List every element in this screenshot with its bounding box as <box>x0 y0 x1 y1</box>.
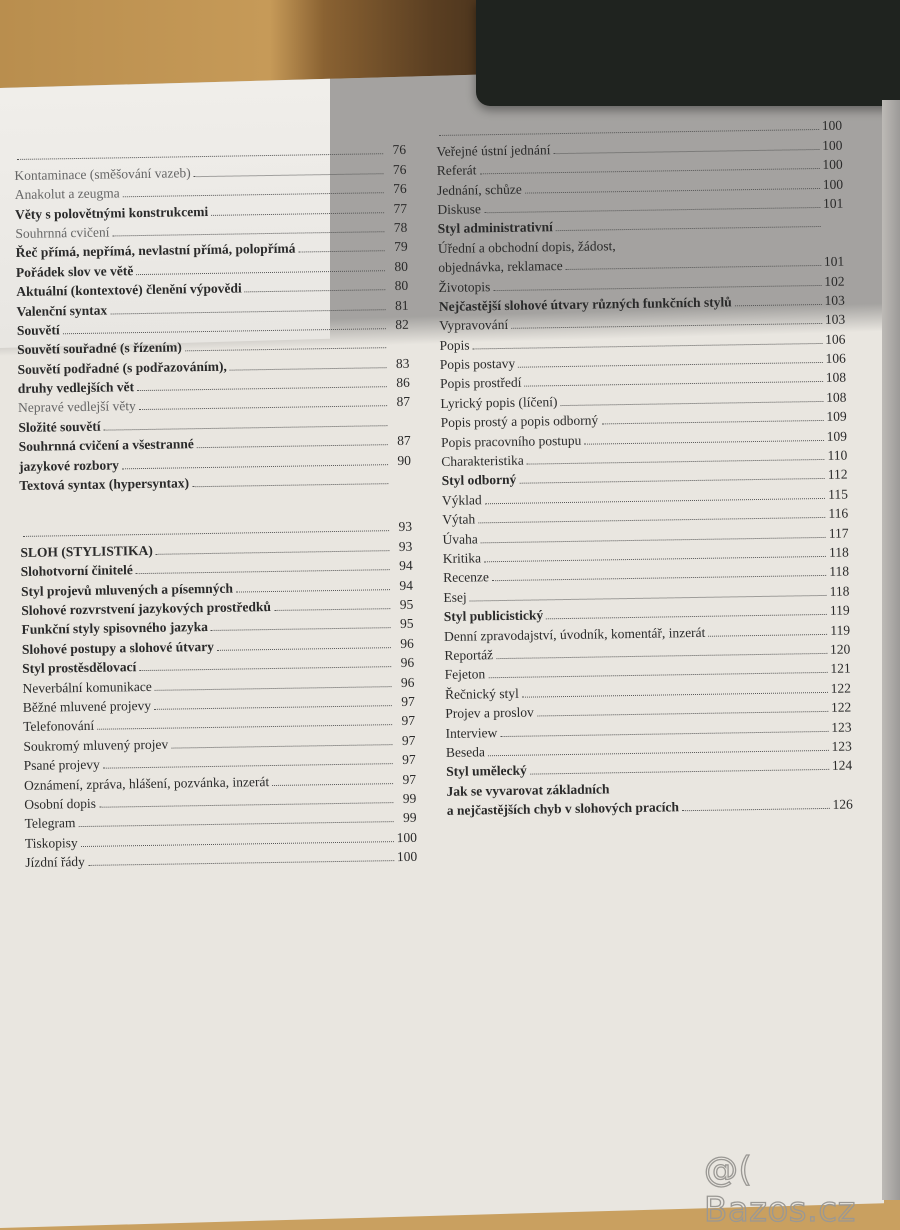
dot-leader <box>236 588 390 592</box>
toc-entry-title: Souhrnná cvičení a všestranné <box>19 434 194 456</box>
toc-entry-title: Recenze <box>443 568 489 588</box>
toc-entry-page: 80 <box>388 257 408 276</box>
toc-entry-page: 93 <box>392 537 412 556</box>
toc-entry-page: 101 <box>824 252 845 271</box>
dot-leader <box>245 288 386 292</box>
toc-entry-title: Slohové postupy a slohové útvary <box>22 637 214 659</box>
toc-entry-title: Styl projevů mluvených a písemných <box>21 578 233 600</box>
toc-entry-title: Telefonování <box>23 716 94 736</box>
toc-entry-page: 100 <box>822 155 843 174</box>
dot-leader <box>103 762 393 769</box>
toc-entry-page: 101 <box>823 194 844 213</box>
dot-leader <box>566 264 821 270</box>
dot-leader <box>185 346 386 351</box>
dot-leader <box>500 729 828 736</box>
toc-entry-page: 82 <box>389 315 409 334</box>
toc-entry-page: 100 <box>822 116 843 135</box>
toc-entry-title: Výtah <box>442 510 475 530</box>
toc-entry-title: Popis prostředí <box>440 373 522 393</box>
toc-entry-page: 112 <box>827 465 847 484</box>
toc-entry-title: Tiskopisy <box>25 833 78 853</box>
toc-entry-page: 123 <box>831 736 852 755</box>
dot-leader <box>496 652 827 659</box>
toc-entry-page: 97 <box>395 711 415 730</box>
toc-entry-title: a nejčastějších chyb v slohových pracích <box>447 797 679 820</box>
toc-entry-page: 108 <box>826 387 847 406</box>
toc-entry-title: Slohové rozvrstvení jazykových prostředků <box>21 597 271 620</box>
dot-leader <box>485 497 825 504</box>
toc-entry-title: Neverbální komunikace <box>22 676 152 697</box>
dot-leader <box>63 327 386 334</box>
dot-leader <box>735 303 822 306</box>
dot-leader <box>298 250 384 253</box>
dot-leader <box>123 191 384 197</box>
dot-leader <box>230 366 387 370</box>
dot-leader <box>122 463 388 469</box>
dot-leader <box>197 443 388 448</box>
toc-entry-page: 120 <box>830 639 851 658</box>
dot-leader <box>154 704 392 710</box>
dot-leader <box>97 723 392 730</box>
toc-entry-page: 115 <box>828 484 848 503</box>
toc-entry-title: Soukromý mluvený projev <box>23 734 168 755</box>
toc-entry-page: 102 <box>824 271 845 290</box>
toc-entry-page: 108 <box>826 368 847 387</box>
dot-leader <box>136 568 390 574</box>
toc-entry-title: Veřejné ústní jednání <box>436 140 550 161</box>
toc-entry-page: 100 <box>823 174 844 193</box>
toc-entry-title: Vypravování <box>439 315 508 335</box>
toc-entry-title: Jak se vyvarovat základních <box>446 779 609 801</box>
toc-entry-title: Styl administrativní <box>438 218 553 239</box>
dot-leader <box>17 153 383 161</box>
dot-leader <box>155 685 392 691</box>
toc-entry-page: 90 <box>391 450 411 469</box>
dot-leader <box>81 840 394 847</box>
dark-cover-object <box>476 0 900 106</box>
toc-entry-page: 93 <box>392 517 412 536</box>
toc-entry-page: 119 <box>830 601 850 620</box>
toc-entry-title: Denní zpravodajství, úvodník, komentář, inzerát <box>444 622 706 645</box>
toc-entry-title: Styl publicistický <box>444 606 544 627</box>
dot-leader <box>194 172 384 177</box>
toc-entry-title: Kontaminace (směšování vazeb) <box>14 163 190 185</box>
toc-entry-page: 78 <box>387 218 407 237</box>
toc-entry-title: Pořádek slov ve větě <box>16 261 134 282</box>
dot-leader <box>537 710 828 717</box>
toc-entry-page: 77 <box>387 198 407 217</box>
toc-entry-title: Popis prostý a popis odborný <box>441 411 599 432</box>
toc-entry-title: Aktuální (kontextové) členění výpovědi <box>16 279 242 302</box>
dot-leader <box>682 807 830 811</box>
toc-entry-title: Souvětí <box>17 320 60 340</box>
toc-entry-title: Charakteristika <box>441 451 524 471</box>
dot-leader <box>519 477 824 484</box>
toc-entry-title: Esej <box>443 587 467 606</box>
dot-leader <box>439 128 819 136</box>
toc-entry-page: 100 <box>397 847 418 866</box>
dot-leader <box>525 380 823 387</box>
dot-leader <box>484 206 820 213</box>
toc-entry-title: Úvaha <box>442 529 478 549</box>
toc-entry-page: 97 <box>396 750 416 769</box>
toc-entry-page: 119 <box>830 620 850 639</box>
dot-leader <box>470 594 827 602</box>
dot-leader <box>619 246 821 250</box>
dot-leader <box>473 342 823 349</box>
toc-entry-title: Životopis <box>438 277 490 297</box>
dot-leader <box>530 768 829 775</box>
dot-leader <box>484 555 826 562</box>
toc-entry-title: Popis postavy <box>440 354 516 374</box>
toc-entry-page: 87 <box>391 431 411 450</box>
toc-entry-page: 118 <box>829 543 849 562</box>
toc-entry-page: 97 <box>395 730 415 749</box>
toc-entry-page: 100 <box>397 827 418 846</box>
toc-entry-page: 79 <box>387 237 407 256</box>
toc-entry-page: 99 <box>396 808 416 827</box>
toc-entry-title: Řečnický styl <box>445 683 519 703</box>
toc-entry-title: Slohotvorní činitelé <box>21 560 133 581</box>
dot-leader <box>156 549 390 555</box>
dot-leader <box>492 574 826 581</box>
dot-leader <box>171 743 392 748</box>
dot-leader <box>480 167 820 174</box>
toc-entry-title: Popis pracovního postupu <box>441 430 582 451</box>
dot-leader <box>478 516 825 523</box>
dot-leader <box>136 269 385 275</box>
dot-leader <box>522 691 828 698</box>
toc-entry-title: Souhrnná cvičení <box>15 222 109 242</box>
toc-entry-title: Interview <box>445 723 497 743</box>
page-edge-shadow <box>882 100 900 1200</box>
dot-leader <box>274 607 390 611</box>
toc-entry-page: 121 <box>830 659 851 678</box>
toc-entry-title: Psané projevy <box>24 755 100 775</box>
dot-leader <box>104 424 388 430</box>
toc-entry-title: Anakolut a zeugma <box>15 184 120 205</box>
toc-entry-page: 109 <box>827 426 848 445</box>
dot-leader <box>553 148 819 154</box>
toc-entry-page: 94 <box>393 575 413 594</box>
toc-entry-page: 106 <box>825 349 846 368</box>
dot-leader <box>601 419 823 424</box>
dot-leader <box>481 536 826 543</box>
toc-entry-page: 83 <box>389 354 409 373</box>
dot-leader <box>110 308 385 314</box>
dot-leader <box>493 283 821 290</box>
bazos-watermark: @( Bazos.cz <box>704 1150 900 1230</box>
toc-entry-page: 76 <box>386 160 406 179</box>
toc-entry-page: 123 <box>831 717 852 736</box>
toc-entry-title: Osobní dopis <box>24 794 96 814</box>
toc-left-column <box>14 140 417 872</box>
toc-entry-title: Řeč přímá, nepřímá, nevlastní přímá, polopřímá <box>16 239 296 262</box>
toc-entry-page: 118 <box>829 562 849 581</box>
dot-leader <box>525 187 820 194</box>
toc-entry-page: 81 <box>388 295 408 314</box>
toc-entry-page: 96 <box>394 672 414 691</box>
toc-entry-page: 122 <box>831 678 852 697</box>
dot-leader <box>518 361 822 368</box>
dot-leader <box>272 782 393 786</box>
toc-entry-page: 103 <box>825 310 846 329</box>
toc-entry-title: Běžné mluvené projevy <box>23 696 152 717</box>
toc-entry-title: Výklad <box>442 490 482 510</box>
toc-entry-page: 103 <box>824 291 845 310</box>
dot-leader <box>113 230 385 236</box>
toc-entry-title: Lyrický popis (líčení) <box>440 392 557 413</box>
dot-leader <box>511 322 822 329</box>
toc-entry-title: Beseda <box>446 742 485 762</box>
toc-entry-page: 122 <box>831 698 852 717</box>
dot-leader <box>137 385 387 391</box>
dot-leader <box>584 439 824 445</box>
dot-leader <box>708 632 827 636</box>
dot-leader <box>560 400 823 406</box>
toc-entry-title: Valenční syntax <box>16 300 107 320</box>
toc-entry-title: Nepravé vedlejší věty <box>18 397 136 418</box>
toc-entry-title: Diskuse <box>437 199 481 219</box>
toc-entry-title: Úřední a obchodní dopis, žádost, <box>438 236 616 258</box>
toc-entry-title: Jednání, schůze <box>437 179 522 199</box>
toc-entry-title: Fejeton <box>445 665 486 685</box>
dot-leader <box>139 665 391 671</box>
toc-entry-title: Referát <box>437 161 477 181</box>
dot-leader <box>527 458 825 465</box>
toc-entry-title: Oznámení, zpráva, hlášení, pozvánka, inzerát <box>24 772 269 795</box>
toc-entry-page: 95 <box>393 595 413 614</box>
toc-entry-title: objednávka, reklamace <box>438 256 563 277</box>
toc-entry-title: Styl odborný <box>441 470 516 490</box>
dot-leader <box>546 613 827 619</box>
toc-entry-page: 126 <box>832 795 853 814</box>
toc-entry-title: SLOH (STYLISTIKA) <box>20 541 153 562</box>
dot-leader <box>612 789 829 793</box>
toc-entry-title: Souvětí podřadné (s podřazováním), <box>17 356 227 378</box>
dot-leader <box>78 820 393 827</box>
toc-entry-page: 110 <box>827 446 847 465</box>
toc-entry-page: 100 <box>822 135 843 154</box>
dot-leader <box>556 225 821 231</box>
toc-entry-title: Popis <box>439 335 469 354</box>
dot-leader <box>23 530 389 538</box>
toc-entry-page: 96 <box>394 653 414 672</box>
toc-entry-page: 76 <box>387 179 407 198</box>
toc-entry-title: Styl prostěsdělovací <box>22 657 136 678</box>
toc-entry-page: 99 <box>396 789 416 808</box>
toc-entry-title: Souvětí souřadné (s řízením) <box>17 338 182 360</box>
toc-right-column <box>436 116 853 820</box>
toc-entry-page: 87 <box>390 392 410 411</box>
toc-entry-page: 116 <box>828 504 848 523</box>
toc-entry-title: Projev a proslov <box>445 703 534 723</box>
dot-leader <box>217 646 391 651</box>
toc-entry-title: Věty s polovětnými konstrukcemi <box>15 202 208 224</box>
dot-leader <box>488 749 829 756</box>
toc-entry-page: 94 <box>392 556 412 575</box>
dot-leader <box>211 627 391 632</box>
toc-entry-page: 118 <box>829 581 849 600</box>
dot-leader <box>488 671 827 678</box>
toc-entry-title: Funkční styly spisovného jazyka <box>21 617 208 639</box>
toc-entry-title: Textová syntax (hypersyntax) <box>19 473 189 495</box>
toc-entry-page: 97 <box>395 692 415 711</box>
dot-leader <box>192 482 388 487</box>
toc-entry-page: 96 <box>394 634 414 653</box>
toc-entry-page: 124 <box>832 756 853 775</box>
toc-entry-title: Telegram <box>24 813 75 833</box>
dot-leader <box>211 211 384 216</box>
toc-entry-title: Jízdní řády <box>25 852 85 872</box>
toc-entry-page: 117 <box>828 523 848 542</box>
dot-leader <box>88 859 394 866</box>
toc-entry-title: jazykové rozbory <box>19 455 119 476</box>
toc-entry-page: 97 <box>396 769 416 788</box>
toc-entry-page: 86 <box>390 373 410 392</box>
toc-entry-page: 80 <box>388 276 408 295</box>
toc-entry-page: 95 <box>393 614 413 633</box>
toc-entry-title: Nejčastější slohové útvary různých funkčních stylů <box>439 292 732 316</box>
toc-entry-title: Složité souvětí <box>18 417 100 437</box>
dot-leader <box>99 801 393 808</box>
dot-leader <box>23 511 389 518</box>
toc-entry-page: 106 <box>825 329 846 348</box>
toc-entry-title: druhy vedlejších vět <box>18 377 135 398</box>
toc-entry-page: 109 <box>826 407 847 426</box>
toc-entry-title: Kritika <box>443 548 482 568</box>
toc-entry-title: Styl umělecký <box>446 761 527 781</box>
toc-entry-page: 76 <box>386 140 406 159</box>
dot-leader <box>139 405 387 411</box>
toc-entry-title: Reportáž <box>444 645 493 665</box>
